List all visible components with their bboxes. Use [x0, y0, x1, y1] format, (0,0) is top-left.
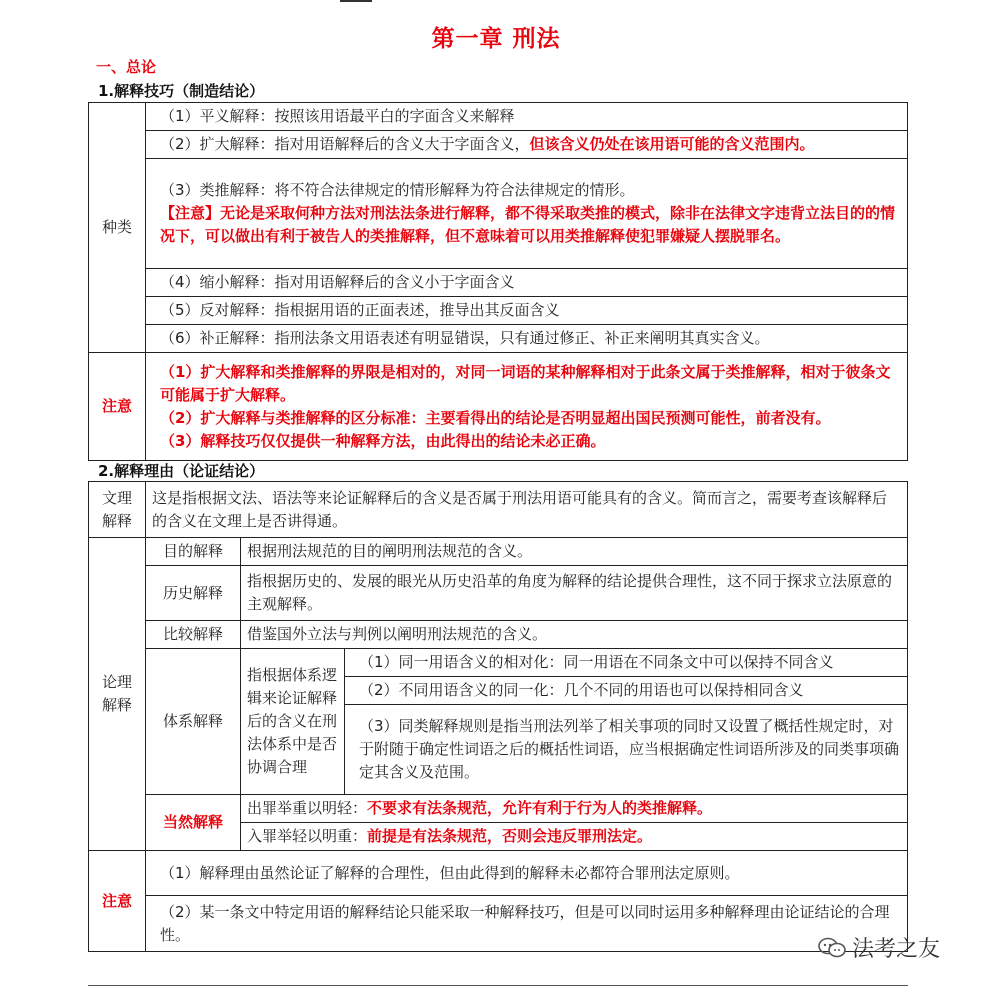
- table-row: [89, 851, 908, 896]
- top-rule: [340, 0, 372, 2]
- mudi-text: 根据刑法规范的目的阐明刑法规范的含义。: [241, 538, 908, 566]
- table-row: [89, 131, 908, 159]
- analogy-note: 【注意】无论是采取何种方法对刑法法条进行解释，都不得采取类推的模式，除非在法律文字违背立法目的的情况下，可以做出有利于被告人的类推解释，但不意味着可以用类推解释使犯罪嫌疑人摆脱罪名。: [160, 204, 896, 245]
- table-row: [89, 297, 908, 325]
- table-row: [89, 353, 908, 461]
- bottom-rule: [88, 985, 908, 986]
- section-heading: 一、总论: [96, 58, 157, 76]
- table-row: [89, 566, 908, 621]
- kind-label: 种类: [89, 103, 146, 353]
- part2-note-2: （2）某一条文中特定用语的解释结论只能采取一种解释技巧，但是可以同时运用多种解释理由论证结论的合理性。: [146, 896, 908, 952]
- lunli-label: 论理解释: [89, 538, 146, 851]
- watermark-text: 法考之友: [852, 937, 941, 962]
- wenli-label: 文理解释: [89, 482, 146, 538]
- tixi-desc: 指根据体系逻辑来论证解释后的含义在刑法体系中是否协调合理: [241, 649, 345, 795]
- table-row: [89, 538, 908, 566]
- table-row: [89, 103, 908, 131]
- tixi-item-2: （2）不同用语含义的同一化：几个不同的用语也可以保持相同含义: [345, 677, 908, 705]
- bijiao-text: 借鉴国外立法与判例以阐明刑法规范的含义。: [241, 621, 908, 649]
- table-row: [89, 621, 908, 649]
- reasons-table: [88, 481, 908, 952]
- tixi-item-1: （1）同一用语含义的相对化：同一用语在不同条文中可以保持不同含义: [345, 649, 908, 677]
- table-row: [89, 795, 908, 823]
- dangran-label: 当然解释: [146, 795, 241, 851]
- table-row: [89, 269, 908, 297]
- table-row: [89, 649, 908, 677]
- wenli-text: 这是指根据文法、语法等来论证解释后的含义是否属于刑法用语可能具有的含义。简而言之，需要考查该解释后的含义在文理上是否讲得通。: [146, 482, 908, 538]
- part1-notes: （1）扩大解释和类推解释的界限是相对的，对同一词语的某种解释相对于此条文属于类推解释，相对于彼条文可能属于扩大解释。 （2）扩大解释与类推解释的区分标准：主要看得出的结论是否明显超出国民预测可能性，前者没有。 （3）解释技巧仅仅提供一种解释方法，由此得出的结论未必正确。: [146, 353, 908, 461]
- bijiao-label: 比较解释: [146, 621, 241, 649]
- watermark: [818, 932, 940, 963]
- part2-note-1: （1）解释理由虽然论证了解释的合理性，但由此得到的解释未必都符合罪刑法定原则。: [146, 851, 908, 896]
- technique-plain: （1）平义解释：按照该用语最平白的字面含义来解释: [146, 103, 908, 131]
- note-label: 注意: [89, 851, 146, 952]
- mudi-label: 目的解释: [146, 538, 241, 566]
- lishi-label: 历史解释: [146, 566, 241, 621]
- dangran-row-1: 出罪举重以明轻：不要求有法条规范，允许有利于行为人的类推解释。: [241, 795, 908, 823]
- table-row: [89, 482, 908, 538]
- technique-opposite: （5）反对解释：指根据用语的正面表述，推导出其反面含义: [146, 297, 908, 325]
- tixi-label: 体系解释: [146, 649, 241, 795]
- tixi-item-3: （3）同类解释规则是指当刑法列举了相关事项的同时又设置了概括性规定时，对于附随于确定性词语之后的概括性词语，应当根据确定性词语所涉及的同类事项确定其含义及范围。: [345, 705, 908, 795]
- technique-narrow: （4）缩小解释：指对用语解释后的含义小于字面含义: [146, 269, 908, 297]
- part2-heading: 2.解释理由（论证结论）: [98, 462, 265, 480]
- page-title: 第一章 刑法: [431, 26, 561, 52]
- table-row: [89, 896, 908, 952]
- chat-bubble-icon: [818, 937, 846, 959]
- part1-heading: 1.解释技巧（制造结论）: [98, 82, 265, 100]
- lishi-text: 指根据历史的、发展的眼光从历史沿革的角度为解释的结论提供合理性，这不同于探求立法原意的主观解释。: [241, 566, 908, 621]
- technique-expand: （2）扩大解释：指对用语解释后的含义大于字面含义，但该含义仍处在该用语可能的含义范围内。: [146, 131, 908, 159]
- techniques-table: [88, 102, 908, 461]
- table-row: [89, 159, 908, 269]
- dangran-row-2: 入罪举轻以明重：前提是有法条规范，否则会违反罪刑法定。: [241, 823, 908, 851]
- technique-analogy: （3）类推解释：将不符合法律规定的情形解释为符合法律规定的情形。 【注意】无论是采取何种方法对刑法法条进行解释，都不得采取类推的模式，除非在法律文字违背立法目的的情况下，可以做出有利于被告人的类推解释，但不意味着可以用类推解释使犯罪嫌疑人摆脱罪名。: [146, 159, 908, 269]
- note-label: 注意: [89, 353, 146, 461]
- technique-correct: （6）补正解释：指刑法条文用语表述有明显错误，只有通过修正、补正来阐明其真实含义。: [146, 325, 908, 353]
- table-row: [89, 325, 908, 353]
